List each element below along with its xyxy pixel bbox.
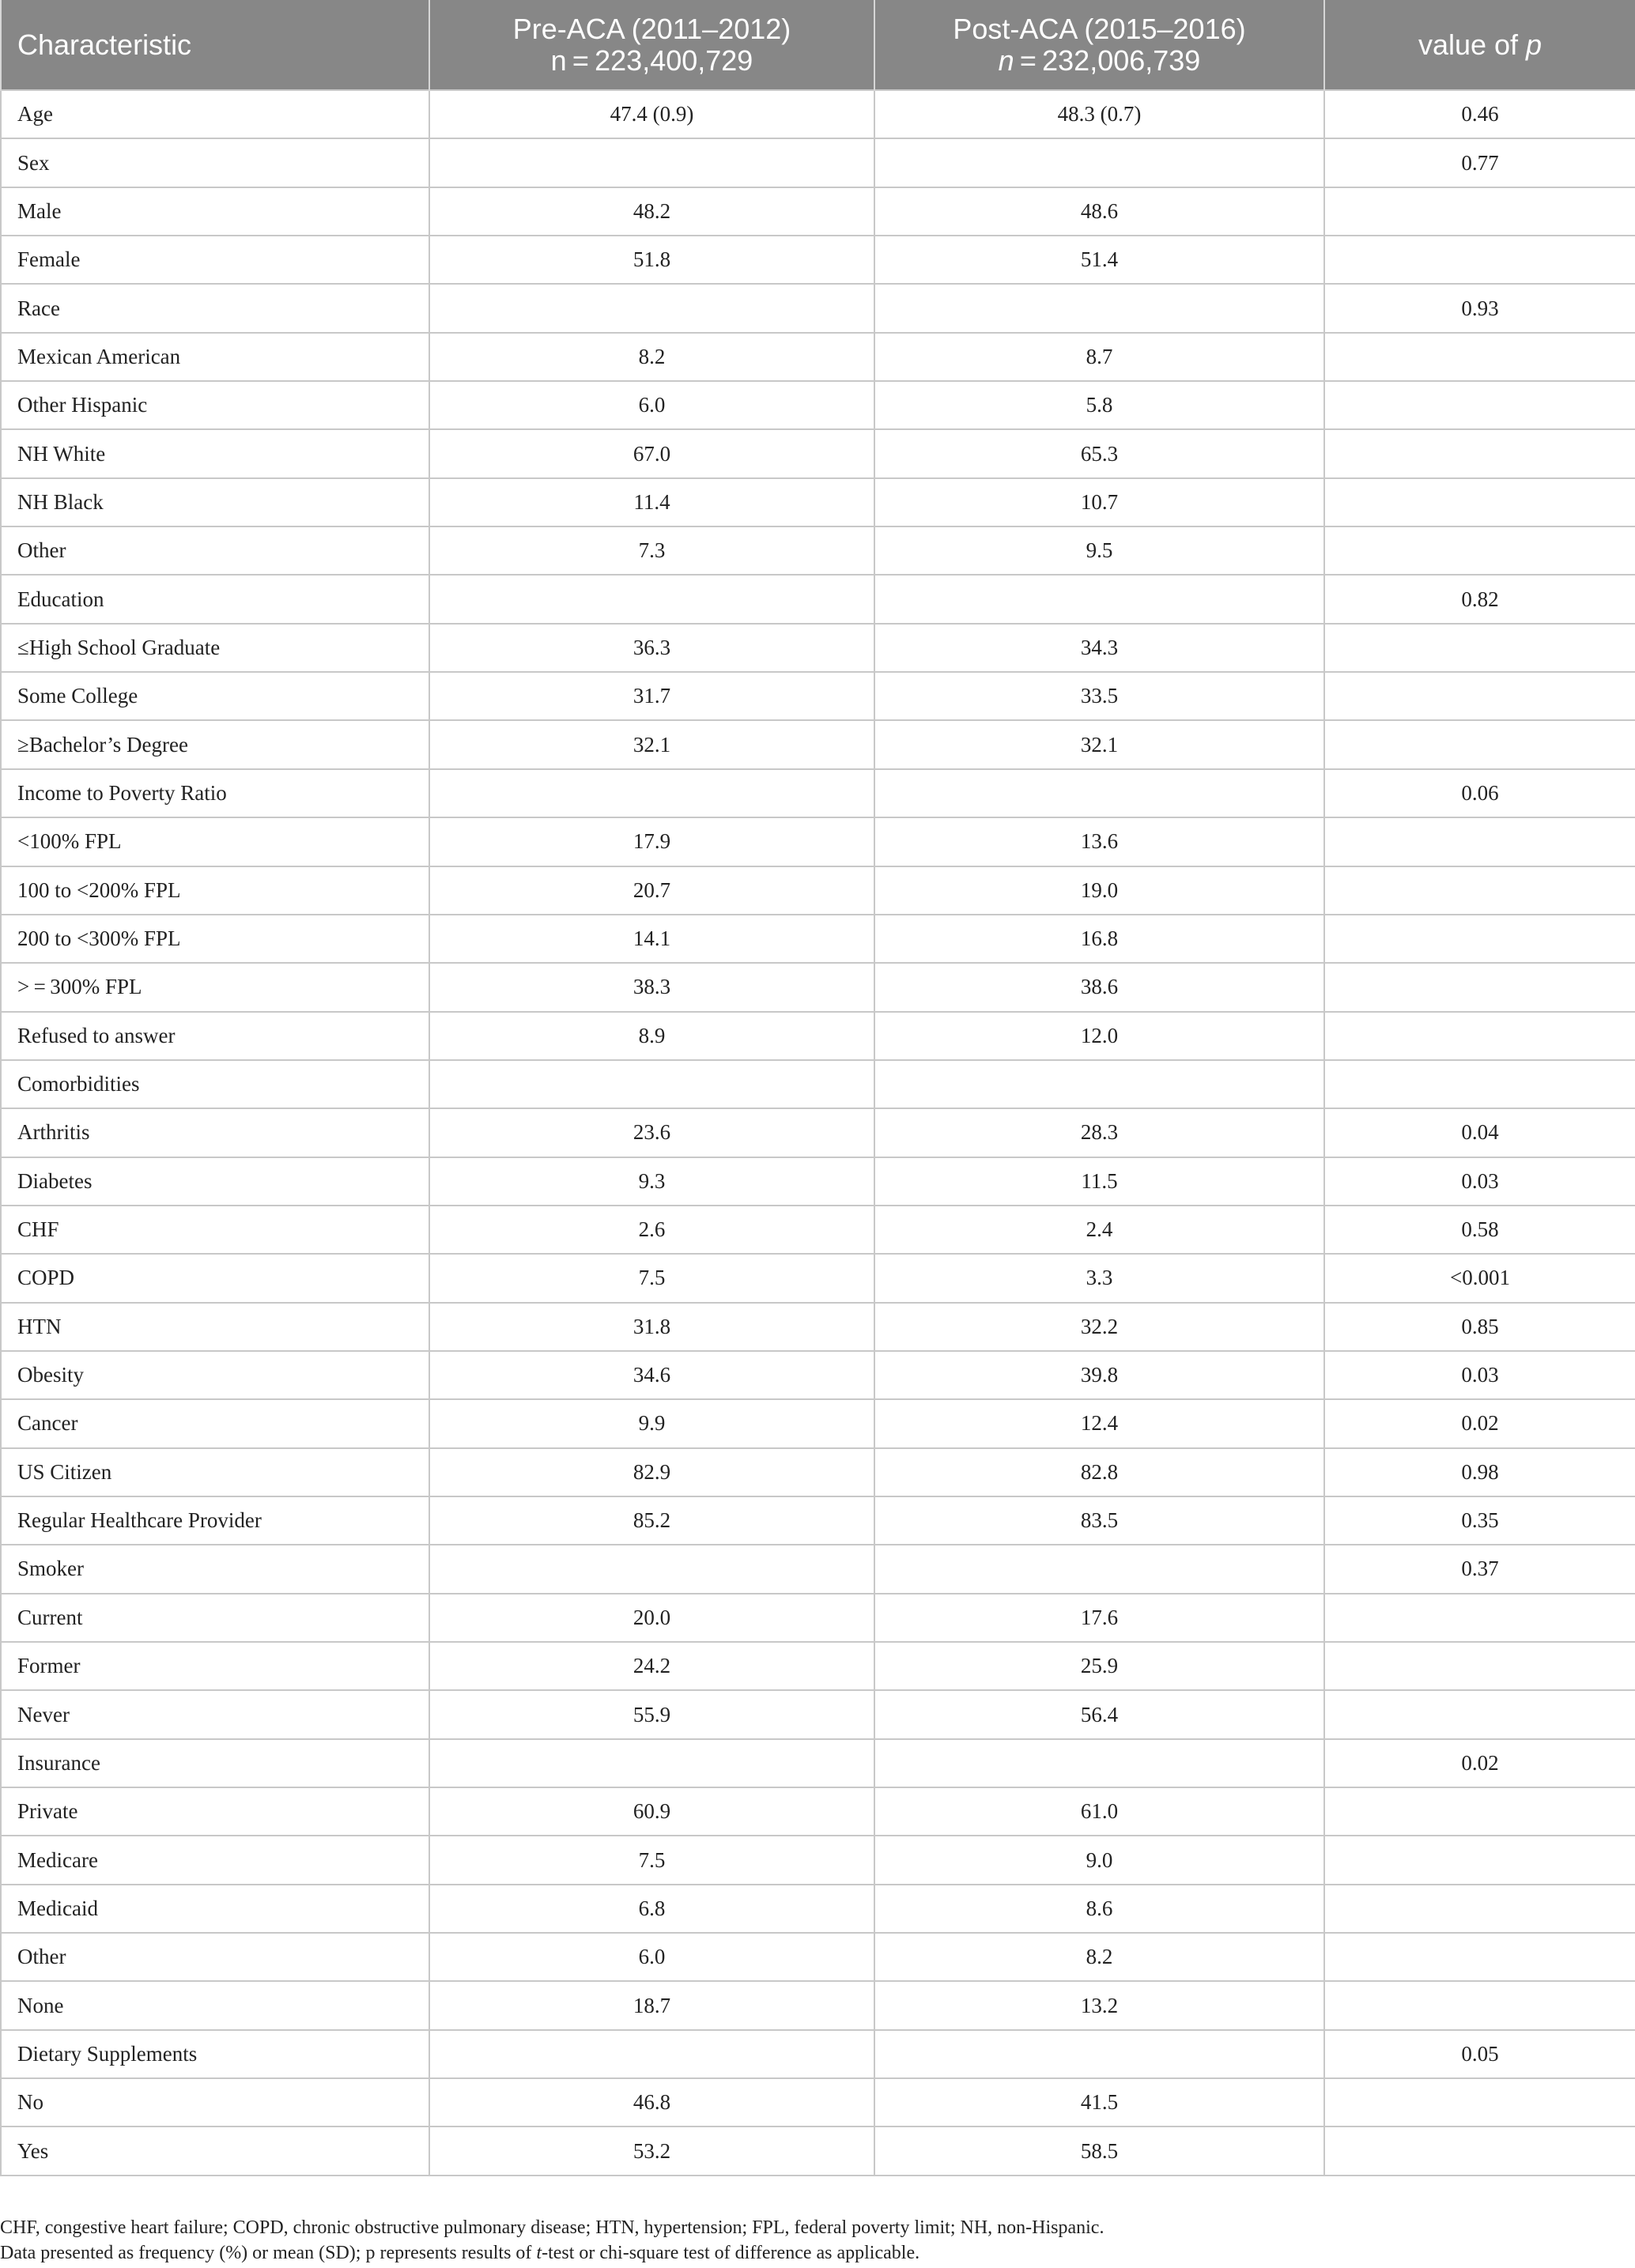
row-label: 200 to <300% FPL [1,915,429,963]
p-value [1324,1981,1635,2029]
table-row [1,526,1635,575]
post-aca-value: 12.4 [874,1399,1324,1447]
p-value: 0.46 [1324,90,1635,138]
p-value [1324,1012,1635,1060]
p-value [1324,1885,1635,1933]
p-value: 0.02 [1324,1739,1635,1787]
footnote-abbreviations: CHF, congestive heart failure; COPD, chronic obstructive pulmonary disease; HTN, hypertension; FPL, federal poverty limit; NH, non-Hispanic. [0,2217,1104,2238]
p-value [1324,478,1635,526]
footnote-methods-t: t [536,2243,542,2263]
pre-aca-value: 20.0 [429,1594,874,1642]
table-row [1,963,1635,1011]
table-row [1,915,1635,963]
pre-aca-value: 31.7 [429,672,874,720]
table-row [1,1108,1635,1157]
p-value [1324,720,1635,768]
pre-aca-value [429,2030,874,2078]
row-label: CHF [1,1206,429,1254]
p-value [1324,817,1635,866]
post-aca-value: 8.2 [874,1933,1324,1981]
pre-aca-value [429,1739,874,1787]
table-row [1,138,1635,187]
p-value [1324,1594,1635,1642]
pre-aca-value: 23.6 [429,1108,874,1157]
row-label: Private [1,1787,429,1836]
row-label: Comorbidities [1,1060,429,1108]
pre-aca-value [429,1060,874,1108]
pre-aca-value: 7.5 [429,1836,874,1884]
table-row [1,1933,1635,1981]
pre-aca-value: 32.1 [429,720,874,768]
pre-aca-value [429,769,874,817]
row-label: Education [1,575,429,623]
p-value: <0.001 [1324,1254,1635,1302]
post-aca-value: 8.6 [874,1885,1324,1933]
table-row [1,1448,1635,1496]
table-row [1,284,1635,332]
table-row [1,1545,1635,1593]
header-p-letter: p [1526,28,1542,61]
row-label: Other [1,1933,429,1981]
header-post-aca-period: Post-ACA (2015–2016) [953,12,1246,45]
pre-aca-value: 17.9 [429,817,874,866]
post-aca-value: 17.6 [874,1594,1324,1642]
post-aca-value: 19.0 [874,866,1324,915]
p-value: 0.03 [1324,1351,1635,1399]
row-label: Arthritis [1,1108,429,1157]
p-value: 0.05 [1324,2030,1635,2078]
p-value: 0.82 [1324,575,1635,623]
post-aca-value: 51.4 [874,236,1324,284]
post-aca-value: 34.3 [874,624,1324,672]
p-value [1324,381,1635,429]
table-row [1,1787,1635,1836]
table-row [1,381,1635,429]
pre-aca-value: 24.2 [429,1642,874,1690]
pre-aca-value: 53.2 [429,2126,874,2175]
header-post-aca-n-line [891,45,1308,77]
p-value [1324,1060,1635,1108]
p-value [1324,1933,1635,1981]
table-row [1,575,1635,623]
row-label: Obesity [1,1351,429,1399]
pre-aca-value: 14.1 [429,915,874,963]
p-value [1324,429,1635,477]
post-aca-value: 10.7 [874,478,1324,526]
footnote-methods [0,2240,1104,2266]
table-row [1,1594,1635,1642]
post-aca-value: 56.4 [874,1690,1324,1738]
row-label: Income to Poverty Ratio [1,769,429,817]
pre-aca-value: 82.9 [429,1448,874,1496]
p-value [1324,866,1635,915]
table-row [1,478,1635,526]
post-aca-value: 83.5 [874,1496,1324,1545]
footnote-methods-b: -test or chi-square test of difference as applicable. [542,2243,920,2263]
pre-aca-value: 36.3 [429,624,874,672]
row-label: Never [1,1690,429,1738]
post-aca-value [874,1739,1324,1787]
pre-aca-value: 18.7 [429,1981,874,2029]
table-row [1,1496,1635,1545]
table-row [1,90,1635,138]
pre-aca-value: 60.9 [429,1787,874,1836]
post-aca-value: 16.8 [874,915,1324,963]
header-p-value [1324,0,1635,90]
p-value: 0.93 [1324,284,1635,332]
header-pre-aca [429,0,874,90]
pre-aca-value: 7.5 [429,1254,874,1302]
pre-aca-value [429,1545,874,1593]
p-value [1324,1642,1635,1690]
post-aca-value: 32.1 [874,720,1324,768]
pre-aca-value: 11.4 [429,478,874,526]
pre-aca-value: 46.8 [429,2078,874,2126]
row-label: > = 300% FPL [1,963,429,1011]
table-row [1,429,1635,477]
table-row [1,866,1635,915]
post-aca-value [874,138,1324,187]
table-row [1,1885,1635,1933]
row-label: NH Black [1,478,429,526]
pre-aca-value: 2.6 [429,1206,874,1254]
table-row [1,624,1635,672]
row-label: Other [1,526,429,575]
post-aca-value: 58.5 [874,2126,1324,2175]
row-label: Diabetes [1,1157,429,1206]
post-aca-value: 38.6 [874,963,1324,1011]
row-label: Current [1,1594,429,1642]
post-aca-value [874,284,1324,332]
table-row [1,236,1635,284]
table-body [1,90,1635,2176]
row-label: Yes [1,2126,429,2175]
post-aca-value: 39.8 [874,1351,1324,1399]
table-row [1,1836,1635,1884]
row-label: Some College [1,672,429,720]
table-row [1,1739,1635,1787]
p-value [1324,236,1635,284]
footnote-methods-a: Data presented as frequency (%) or mean (SD); p represents results of [0,2243,537,2263]
table-row [1,817,1635,866]
header-pre-aca-period: Pre-ACA (2011–2012) [512,12,791,45]
p-value [1324,915,1635,963]
table-row [1,187,1635,236]
post-aca-value: 9.0 [874,1836,1324,1884]
p-value [1324,333,1635,381]
row-label: Sex [1,138,429,187]
pre-aca-value: 6.8 [429,1885,874,1933]
pre-aca-value [429,575,874,623]
row-label: US Citizen [1,1448,429,1496]
post-aca-value: 25.9 [874,1642,1324,1690]
row-label: Medicare [1,1836,429,1884]
row-label: <100% FPL [1,817,429,866]
p-value: 0.03 [1324,1157,1635,1206]
post-aca-value: 13.6 [874,817,1324,866]
p-value [1324,2078,1635,2126]
p-value [1324,187,1635,236]
p-value: 0.77 [1324,138,1635,187]
header-pre-aca-n: n = 223,400,729 [550,43,753,77]
p-value: 0.02 [1324,1399,1635,1447]
p-value: 0.35 [1324,1496,1635,1545]
post-aca-value [874,2030,1324,2078]
pre-aca-value: 47.4 (0.9) [429,90,874,138]
pre-aca-value: 20.7 [429,866,874,915]
row-label: HTN [1,1303,429,1351]
row-label: Dietary Supplements [1,2030,429,2078]
row-label: No [1,2078,429,2126]
table-row [1,2030,1635,2078]
row-label: ≤High School Graduate [1,624,429,672]
p-value: 0.04 [1324,1108,1635,1157]
pre-aca-value: 6.0 [429,1933,874,1981]
table-row [1,672,1635,720]
p-value [1324,526,1635,575]
pre-aca-value [429,138,874,187]
header-p-value-text: value of [1418,28,1527,61]
pre-aca-value: 9.9 [429,1399,874,1447]
table-row [1,1351,1635,1399]
p-value [1324,2126,1635,2175]
p-value: 0.37 [1324,1545,1635,1593]
pre-aca-value: 6.0 [429,381,874,429]
pre-aca-value: 31.8 [429,1303,874,1351]
p-value [1324,624,1635,672]
pre-aca-value: 7.3 [429,526,874,575]
post-aca-value: 61.0 [874,1787,1324,1836]
p-value [1324,963,1635,1011]
row-label: Age [1,90,429,138]
pre-aca-value: 67.0 [429,429,874,477]
post-aca-value: 65.3 [874,429,1324,477]
post-aca-value: 41.5 [874,2078,1324,2126]
row-label: COPD [1,1254,429,1302]
row-label: NH White [1,429,429,477]
table-row [1,2126,1635,2175]
header-row [1,0,1635,90]
table-row [1,1157,1635,1206]
p-value: 0.58 [1324,1206,1635,1254]
row-label: Cancer [1,1399,429,1447]
table-row [1,1206,1635,1254]
post-aca-value: 11.5 [874,1157,1324,1206]
pre-aca-value: 55.9 [429,1690,874,1738]
table-header [1,0,1635,90]
row-label: 100 to <200% FPL [1,866,429,915]
post-aca-value: 48.6 [874,187,1324,236]
table-row [1,1254,1635,1302]
row-label: Former [1,1642,429,1690]
table-row [1,333,1635,381]
table-row [1,1303,1635,1351]
post-aca-value [874,575,1324,623]
p-value [1324,1787,1635,1836]
row-label: Female [1,236,429,284]
row-label: ≥Bachelor’s Degree [1,720,429,768]
header-post-aca-n-value: = 232,006,739 [1014,43,1201,77]
table-row [1,2078,1635,2126]
table-row [1,720,1635,768]
row-label: Other Hispanic [1,381,429,429]
header-post-aca-n-letter: n [998,43,1014,77]
row-label: Male [1,187,429,236]
p-value [1324,672,1635,720]
p-value: 0.06 [1324,769,1635,817]
row-label: Medicaid [1,1885,429,1933]
table-row [1,769,1635,817]
row-label: Mexican American [1,333,429,381]
table-row [1,1060,1635,1108]
p-value [1324,1690,1635,1738]
pre-aca-value: 48.2 [429,187,874,236]
post-aca-value: 5.8 [874,381,1324,429]
pre-aca-value: 38.3 [429,963,874,1011]
pre-aca-value: 9.3 [429,1157,874,1206]
p-value [1324,1836,1635,1884]
post-aca-value [874,1545,1324,1593]
row-label: None [1,1981,429,2029]
row-label: Race [1,284,429,332]
pre-aca-value [429,284,874,332]
row-label: Refused to answer [1,1012,429,1060]
post-aca-value [874,769,1324,817]
row-label: Insurance [1,1739,429,1787]
table-row [1,1012,1635,1060]
header-characteristic: Characteristic [1,0,429,90]
post-aca-value: 82.8 [874,1448,1324,1496]
post-aca-value: 13.2 [874,1981,1324,2029]
post-aca-value: 3.3 [874,1254,1324,1302]
table-footnote [0,2215,1104,2266]
pre-aca-value: 85.2 [429,1496,874,1545]
pre-aca-value: 8.2 [429,333,874,381]
row-label: Smoker [1,1545,429,1593]
pre-aca-value: 34.6 [429,1351,874,1399]
post-aca-value: 12.0 [874,1012,1324,1060]
post-aca-value: 2.4 [874,1206,1324,1254]
header-post-aca [874,0,1324,90]
p-value: 0.85 [1324,1303,1635,1351]
pre-aca-value: 8.9 [429,1012,874,1060]
post-aca-value: 32.2 [874,1303,1324,1351]
post-aca-value [874,1060,1324,1108]
post-aca-value: 8.7 [874,333,1324,381]
table-row [1,1981,1635,2029]
table-row [1,1690,1635,1738]
pre-aca-value: 51.8 [429,236,874,284]
post-aca-value: 33.5 [874,672,1324,720]
post-aca-value: 9.5 [874,526,1324,575]
row-label: Regular Healthcare Provider [1,1496,429,1545]
p-value: 0.98 [1324,1448,1635,1496]
post-aca-value: 48.3 (0.7) [874,90,1324,138]
table-row [1,1399,1635,1447]
table-row [1,1642,1635,1690]
post-aca-value: 28.3 [874,1108,1324,1157]
